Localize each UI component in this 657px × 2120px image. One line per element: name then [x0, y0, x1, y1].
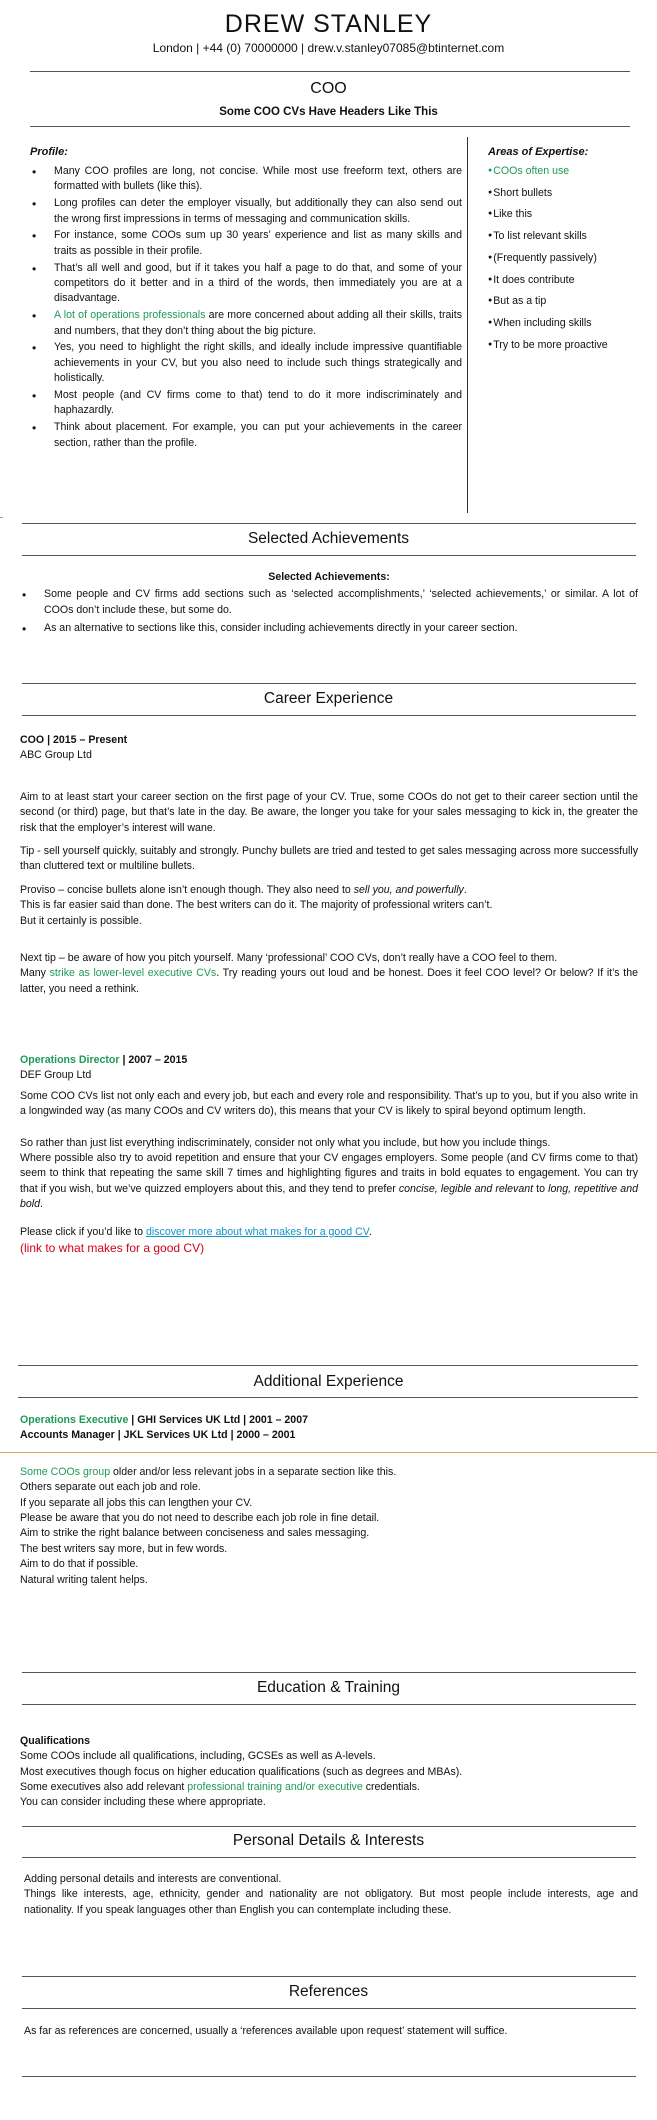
expertise-item: ● Like this: [488, 207, 648, 222]
personal-line: Adding personal details and interests are conventional.: [24, 1873, 282, 1885]
job2-title: Operations Director | 2007 – 2015: [20, 1054, 188, 1066]
achievements-title: Selected Achievements: [247, 530, 410, 547]
note-line: Some COOs group older and/or less relevant jobs in a separate section like this.: [20, 1466, 397, 1478]
role-subtitle: Some COO CVs Have Headers Like This: [219, 106, 438, 118]
career-bottom-rule: [22, 715, 636, 716]
career-paragraph: Some COO CVs list not only each and every job, but each and every role and responsibility. That’s up to you, but if you also write in a longwinded way (as many COOs and CV writers do), this means that your CV is likely to spiral beyond optimum length.: [20, 1090, 638, 1118]
note-line: Others separate out each job and role.: [20, 1481, 201, 1494]
title-divider: [30, 126, 630, 127]
header-divider: [30, 71, 630, 72]
education-line: Some executives also add relevant professional training and/or executive credentials.: [20, 1781, 420, 1794]
achievements-subheading: Selected Achievements:: [268, 571, 390, 583]
expertise-item: ● (Frequently passively): [488, 251, 648, 266]
job2-company: DEF Group Ltd: [20, 1069, 92, 1082]
profile-bullet: • That’s all well and good, but if it takes you half a page to do that, and some of your competitors do it better and in a third of the words, then immediately you are at a disadvantage.: [30, 261, 462, 307]
expertise-heading: Areas of Expertise:: [488, 146, 589, 158]
candidate-name: DREW STANLEY: [224, 10, 433, 38]
career-paragraph: Please click if you’d like to discover more about what makes for a good CV.: [20, 1225, 372, 1238]
additional-role: Operations Executive | GHI Services UK Ltd | 2001 – 2007: [20, 1414, 308, 1426]
career-paragraphs-1: [20, 790, 638, 997]
career-paragraph: Aim to at least start your career section on the first page of your CV. True, some COOs do not get to their career section until the second (or third) page, but that’s late in the day. Be aware, the longer you take for your sales messaging to kick in, the greater the risk that the employer’s interest will wane.: [20, 791, 638, 834]
profile-bullet: • Most people (and CV firms come to that) tend to do it more indiscriminately and haphazardly.: [30, 388, 462, 419]
achievements-body: [20, 570, 638, 638]
job1-heading: [20, 733, 638, 764]
career-title: Career Experience: [263, 690, 394, 707]
expertise-item: ● Short bullets: [488, 186, 648, 201]
job2-heading: [20, 1053, 638, 1084]
references-title: References: [288, 1983, 369, 2000]
career-paragraph: So rather than just list everything indiscriminately, consider not only what you include, but how you include things.: [20, 1136, 551, 1149]
career-paragraph: Tip - sell yourself quickly, suitably and strongly. Punchy bullets are tried and tested to get sales messaging across more successfully than cluttered text or multiline bullets.: [20, 845, 638, 873]
education-top-rule: [22, 1672, 636, 1673]
education-bottom-rule: [22, 1704, 636, 1705]
career-paragraph: This is far easier said than done. The best writers can do it. The majority of professional writers can’t.: [20, 899, 493, 912]
education-line: Most executives though focus on higher education qualifications (such as degrees and MBAs).: [20, 1765, 463, 1778]
additional-role: Accounts Manager | JKL Services UK Ltd | 2000 – 2001: [20, 1429, 296, 1442]
job1-title: COO | 2015 – Present: [20, 734, 128, 746]
personal-title: Personal Details & Interests: [232, 1832, 425, 1849]
job1-company: ABC Group Ltd: [20, 749, 92, 762]
additional-roles: [20, 1413, 638, 1444]
achievements-top-rule: [22, 523, 636, 524]
good-cv-link[interactable]: discover more about what makes for a good CV: [146, 1225, 369, 1238]
expertise-item: ● COOs often use: [488, 164, 648, 179]
additional-title: Additional Experience: [253, 1373, 404, 1390]
profile-bullets: [30, 164, 462, 451]
note-line: Natural writing talent helps.: [20, 1573, 148, 1586]
education-body: [20, 1734, 638, 1811]
profile-section: [30, 145, 462, 452]
qualifications-heading: Qualifications: [20, 1735, 91, 1747]
expertise-item: ● It does contribute: [488, 273, 648, 288]
personal-body: [24, 1872, 638, 1918]
footer-rule: [22, 2076, 636, 2077]
career-top-rule: [22, 683, 636, 684]
references-top-rule: [22, 1976, 636, 1977]
highlight-text: strike as lower-level executive CVs: [49, 967, 217, 980]
profile-bullet: • Long profiles can deter the employer visually, but additionally they can also send out the wrong first impressions in terms of messaging and communication skills.: [30, 196, 462, 227]
profile-bullet: • Think about placement. For example, you can put your achievements in the career section, rather than the profile.: [30, 420, 462, 451]
margin-mark: [0, 517, 3, 518]
notes-list: [20, 1480, 638, 1588]
note-line: Aim to strike the right balance between conciseness and sales messaging.: [20, 1527, 370, 1540]
role-title: COO: [310, 80, 347, 97]
expertise-item: ● But as a tip: [488, 294, 648, 309]
link-note: (link to what makes for a good CV): [20, 1240, 205, 1255]
education-line: You can consider including these where appropriate.: [20, 1796, 266, 1809]
achievements-bullets: [20, 587, 638, 636]
column-divider: [467, 137, 468, 513]
references-body: [24, 2024, 642, 2039]
references-bottom-rule: [22, 2008, 636, 2009]
education-title: Education & Training: [256, 1679, 401, 1696]
expertise-item: ● When including skills: [488, 316, 648, 331]
career-paragraph: Many strike as lower-level executive CVs. Try reading yours out loud and be honest. Does it feel COO level? Or below? If it’s the latter, you need a rethink.: [20, 967, 638, 995]
expertise-list: [488, 164, 648, 353]
profile-bullet: • Yes, you need to highlight the right skills, and ideally include impressive quantifiable achievements in your CV, but you also need to include such things strategically and holistically.: [30, 340, 462, 386]
profile-bullet: • Many COO profiles are long, not concise. While most use freeform text, others are formatted with bullets (like this).: [30, 164, 462, 195]
additional-notes: [20, 1465, 638, 1588]
career-paragraph: Proviso – concise bullets alone isn’t enough though. They also need to sell you, and powerfully.: [20, 883, 467, 896]
expertise-section: [488, 145, 648, 360]
note-line: If you separate all jobs this can lengthen your CV.: [20, 1496, 253, 1509]
contact-line: London | +44 (0) 70000000 | drew.v.stanley07085@btinternet.com: [152, 40, 505, 55]
career-paragraph: Where possible also try to avoid repetition and ensure that your CV engages employers. Some people (and CV firms come to that) seem to think that repeating the same skill 7 times and highlighting figures and traits in bold equates to engagement. You can try that if you wish, but we’ve quizzed employers about this, and they tend to prefer concise, legible and relevant to long, repetitive and bold.: [20, 1152, 638, 1211]
page-break-line: [0, 1452, 657, 1453]
profile-heading: Profile:: [30, 146, 68, 158]
expertise-item: ● Try to be more proactive: [488, 338, 648, 353]
achievements-bottom-rule: [22, 555, 636, 556]
achievement-item: • As an alternative to sections like this, consider including achievements directly in your career section.: [20, 621, 638, 636]
note-line: Aim to do that if possible.: [20, 1558, 139, 1571]
profile-bullet: • For instance, some COOs sum up 30 years’ experience and list as many skills and traits as possible in their profile.: [30, 228, 462, 259]
note-line: Please be aware that you do not need to describe each job role in fine detail.: [20, 1512, 380, 1525]
expertise-item: ● To list relevant skills: [488, 229, 648, 244]
personal-line: Things like interests, age, ethnicity, gender and nationality are not obligatory. But most people include interests, age and nationality. If you speak languages other than English you can contemplate including these.: [24, 1888, 638, 1916]
note-line: The best writers say more, but in few words.: [20, 1542, 228, 1555]
additional-top-rule: [18, 1365, 638, 1366]
personal-top-rule: [22, 1826, 636, 1827]
career-paragraphs-2: [20, 1089, 638, 1257]
additional-bottom-rule: [18, 1397, 638, 1398]
achievement-item: • Some people and CV firms add sections such as ‘selected accomplishments,’ ‘selected achievements,’ or similar. A lot of COOs don’t include these, but some do.: [20, 587, 638, 618]
profile-bullet: • A lot of operations professionals are more concerned about adding all their skills, traits and numbers, that they don’t thing about the big picture.: [30, 308, 462, 339]
career-paragraph: But it certainly is possible.: [20, 914, 142, 927]
references-text: As far as references are concerned, usually a ‘references available upon request’ statement will suffice.: [24, 2025, 508, 2037]
cv-header: [0, 10, 657, 57]
career-paragraph: Next tip – be aware of how you pitch yourself. Many ‘professional’ COO CVs, don’t really have a COO feel to them.: [20, 951, 558, 964]
personal-bottom-rule: [22, 1857, 636, 1858]
education-line: Some COOs include all qualifications, including, GCSEs as well as A-levels.: [20, 1750, 376, 1763]
